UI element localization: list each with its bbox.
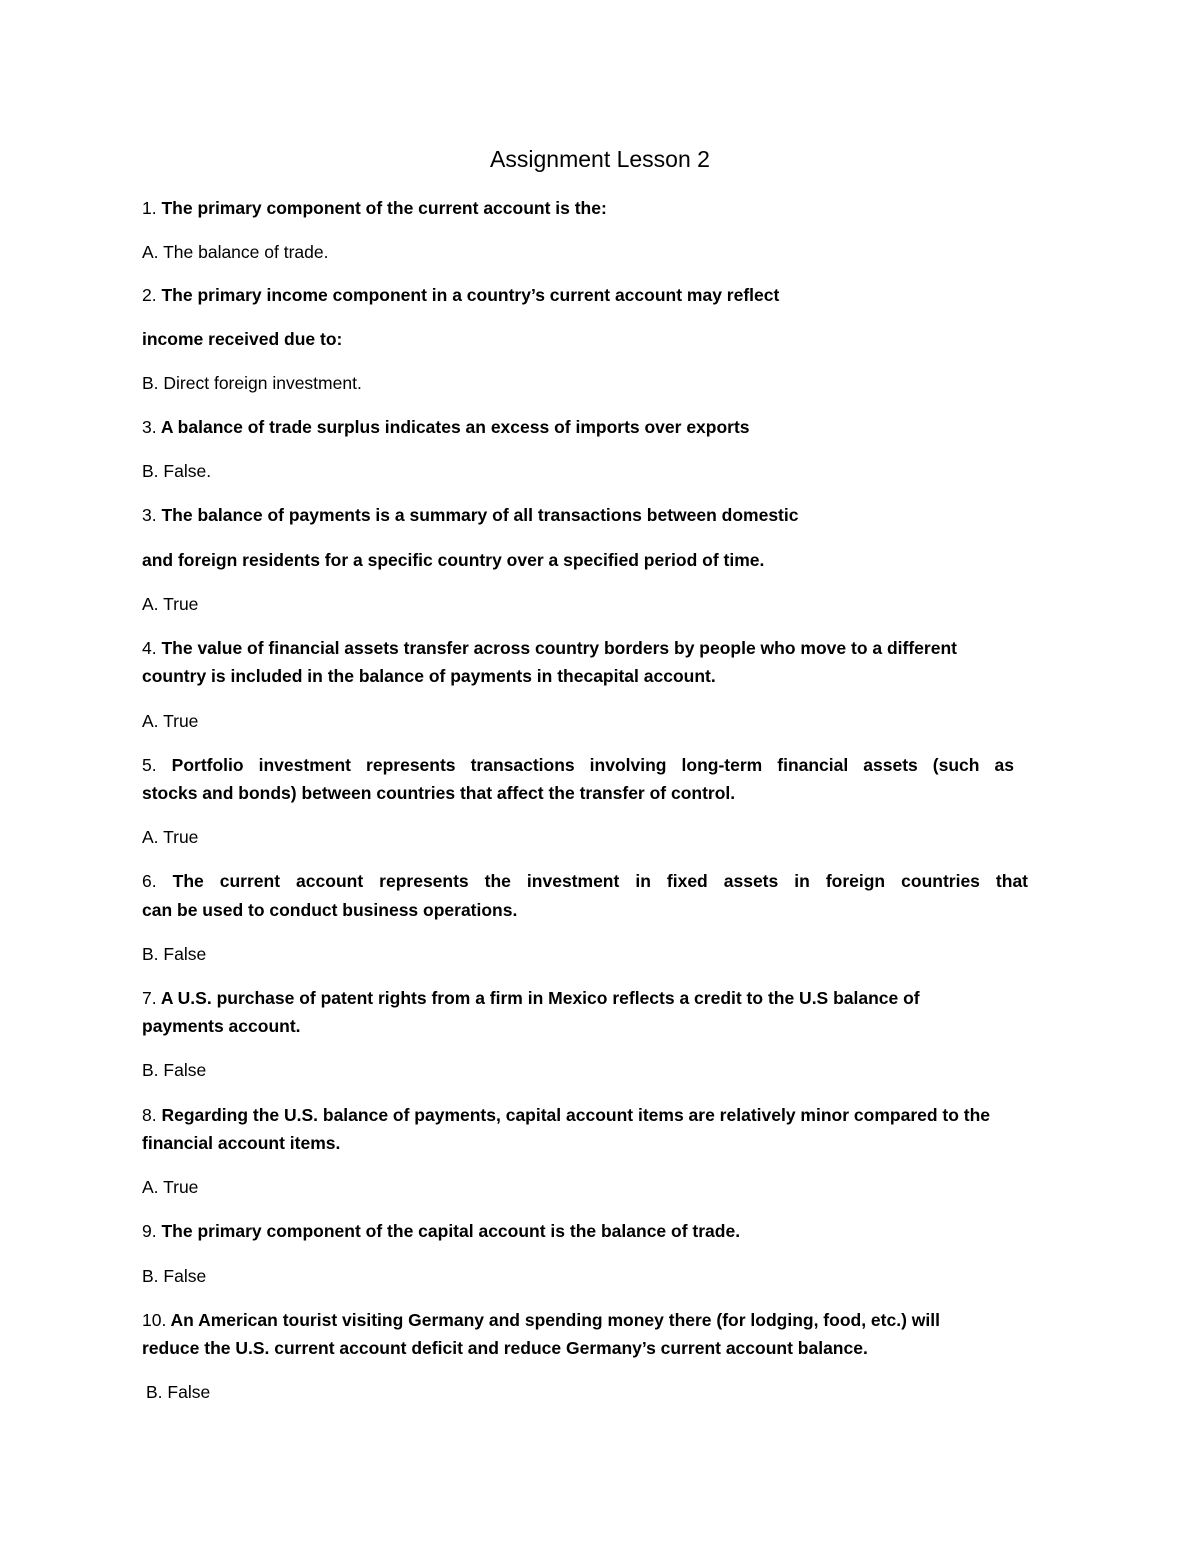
question-2-continued: income received due to: bbox=[142, 329, 343, 349]
question-2 bbox=[142, 281, 1052, 309]
page-title: Assignment Lesson 2 bbox=[490, 146, 710, 172]
question-number: 9. bbox=[142, 1221, 157, 1241]
question-number: 1. bbox=[142, 198, 157, 218]
question-number: 8. bbox=[142, 1105, 157, 1125]
answer-3b: A. True bbox=[142, 594, 199, 614]
question-3a bbox=[142, 413, 1052, 441]
answer-10: B. False bbox=[146, 1382, 211, 1402]
question-7 bbox=[142, 984, 1052, 1012]
question-3b bbox=[142, 501, 1052, 529]
question-text: The primary component of the capital account is the balance of trade. bbox=[156, 1221, 741, 1241]
question-text: A balance of trade surplus indicates an excess of imports over exports bbox=[156, 417, 750, 437]
question-10 bbox=[142, 1306, 1052, 1334]
question-4 bbox=[142, 634, 1052, 662]
answer-6: B. False bbox=[142, 944, 207, 964]
question-number: 5. bbox=[142, 755, 157, 775]
question-1 bbox=[142, 194, 1052, 222]
question-number: 10. bbox=[142, 1310, 167, 1330]
answer-3a: B. False. bbox=[142, 461, 212, 481]
question-5-continued: stocks and bonds) between countries that affect the transfer of control. bbox=[142, 783, 736, 803]
question-number: 2. bbox=[142, 285, 157, 305]
question-text: Regarding the U.S. balance of payments, capital account items are relatively minor compared to the bbox=[156, 1105, 991, 1125]
question-10-continued: reduce the U.S. current account deficit and reduce Germany’s current account balance. bbox=[142, 1338, 868, 1358]
question-number: 3. bbox=[142, 417, 157, 437]
answer-4: A. True bbox=[142, 711, 199, 731]
question-text: Portfolio investment represents transactions involving long-term financial assets (such as bbox=[156, 755, 1014, 775]
answer-1: A. The balance of trade. bbox=[142, 242, 329, 262]
question-text: The primary component of the current account is the: bbox=[156, 198, 607, 218]
question-8 bbox=[142, 1101, 1052, 1129]
question-number: 4. bbox=[142, 638, 157, 658]
question-number: 7. bbox=[142, 988, 157, 1008]
question-6-continued: can be used to conduct business operations. bbox=[142, 900, 518, 920]
question-text: An American tourist visiting Germany and spending money there (for lodging, food, etc.) will bbox=[166, 1310, 940, 1330]
answer-5: A. True bbox=[142, 827, 199, 847]
question-text: A U.S. purchase of patent rights from a firm in Mexico reflects a credit to the U.S balance of bbox=[156, 988, 920, 1008]
question-number: 3. bbox=[142, 505, 157, 525]
answer-8: A. True bbox=[142, 1177, 199, 1197]
answer-9: B. False bbox=[142, 1266, 207, 1286]
question-text: The value of financial assets transfer across country borders by people who move to a different bbox=[156, 638, 957, 658]
question-3b-continued: and foreign residents for a specific country over a specified period of time. bbox=[142, 550, 765, 570]
question-6 bbox=[142, 867, 1028, 895]
answer-2: B. Direct foreign investment. bbox=[142, 373, 362, 393]
question-7-continued: payments account. bbox=[142, 1016, 301, 1036]
question-9 bbox=[142, 1217, 1052, 1245]
question-text: The current account represents the investment in fixed assets in foreign countries that bbox=[156, 871, 1028, 891]
question-text: The primary income component in a country’s current account may reflect bbox=[156, 285, 780, 305]
question-5 bbox=[142, 751, 1014, 779]
answer-7: B. False bbox=[142, 1060, 207, 1080]
question-8-continued: financial account items. bbox=[142, 1133, 341, 1153]
question-text: The balance of payments is a summary of all transactions between domestic bbox=[156, 505, 799, 525]
question-number: 6. bbox=[142, 871, 157, 891]
question-4-continued: country is included in the balance of payments in thecapital account. bbox=[142, 666, 716, 686]
